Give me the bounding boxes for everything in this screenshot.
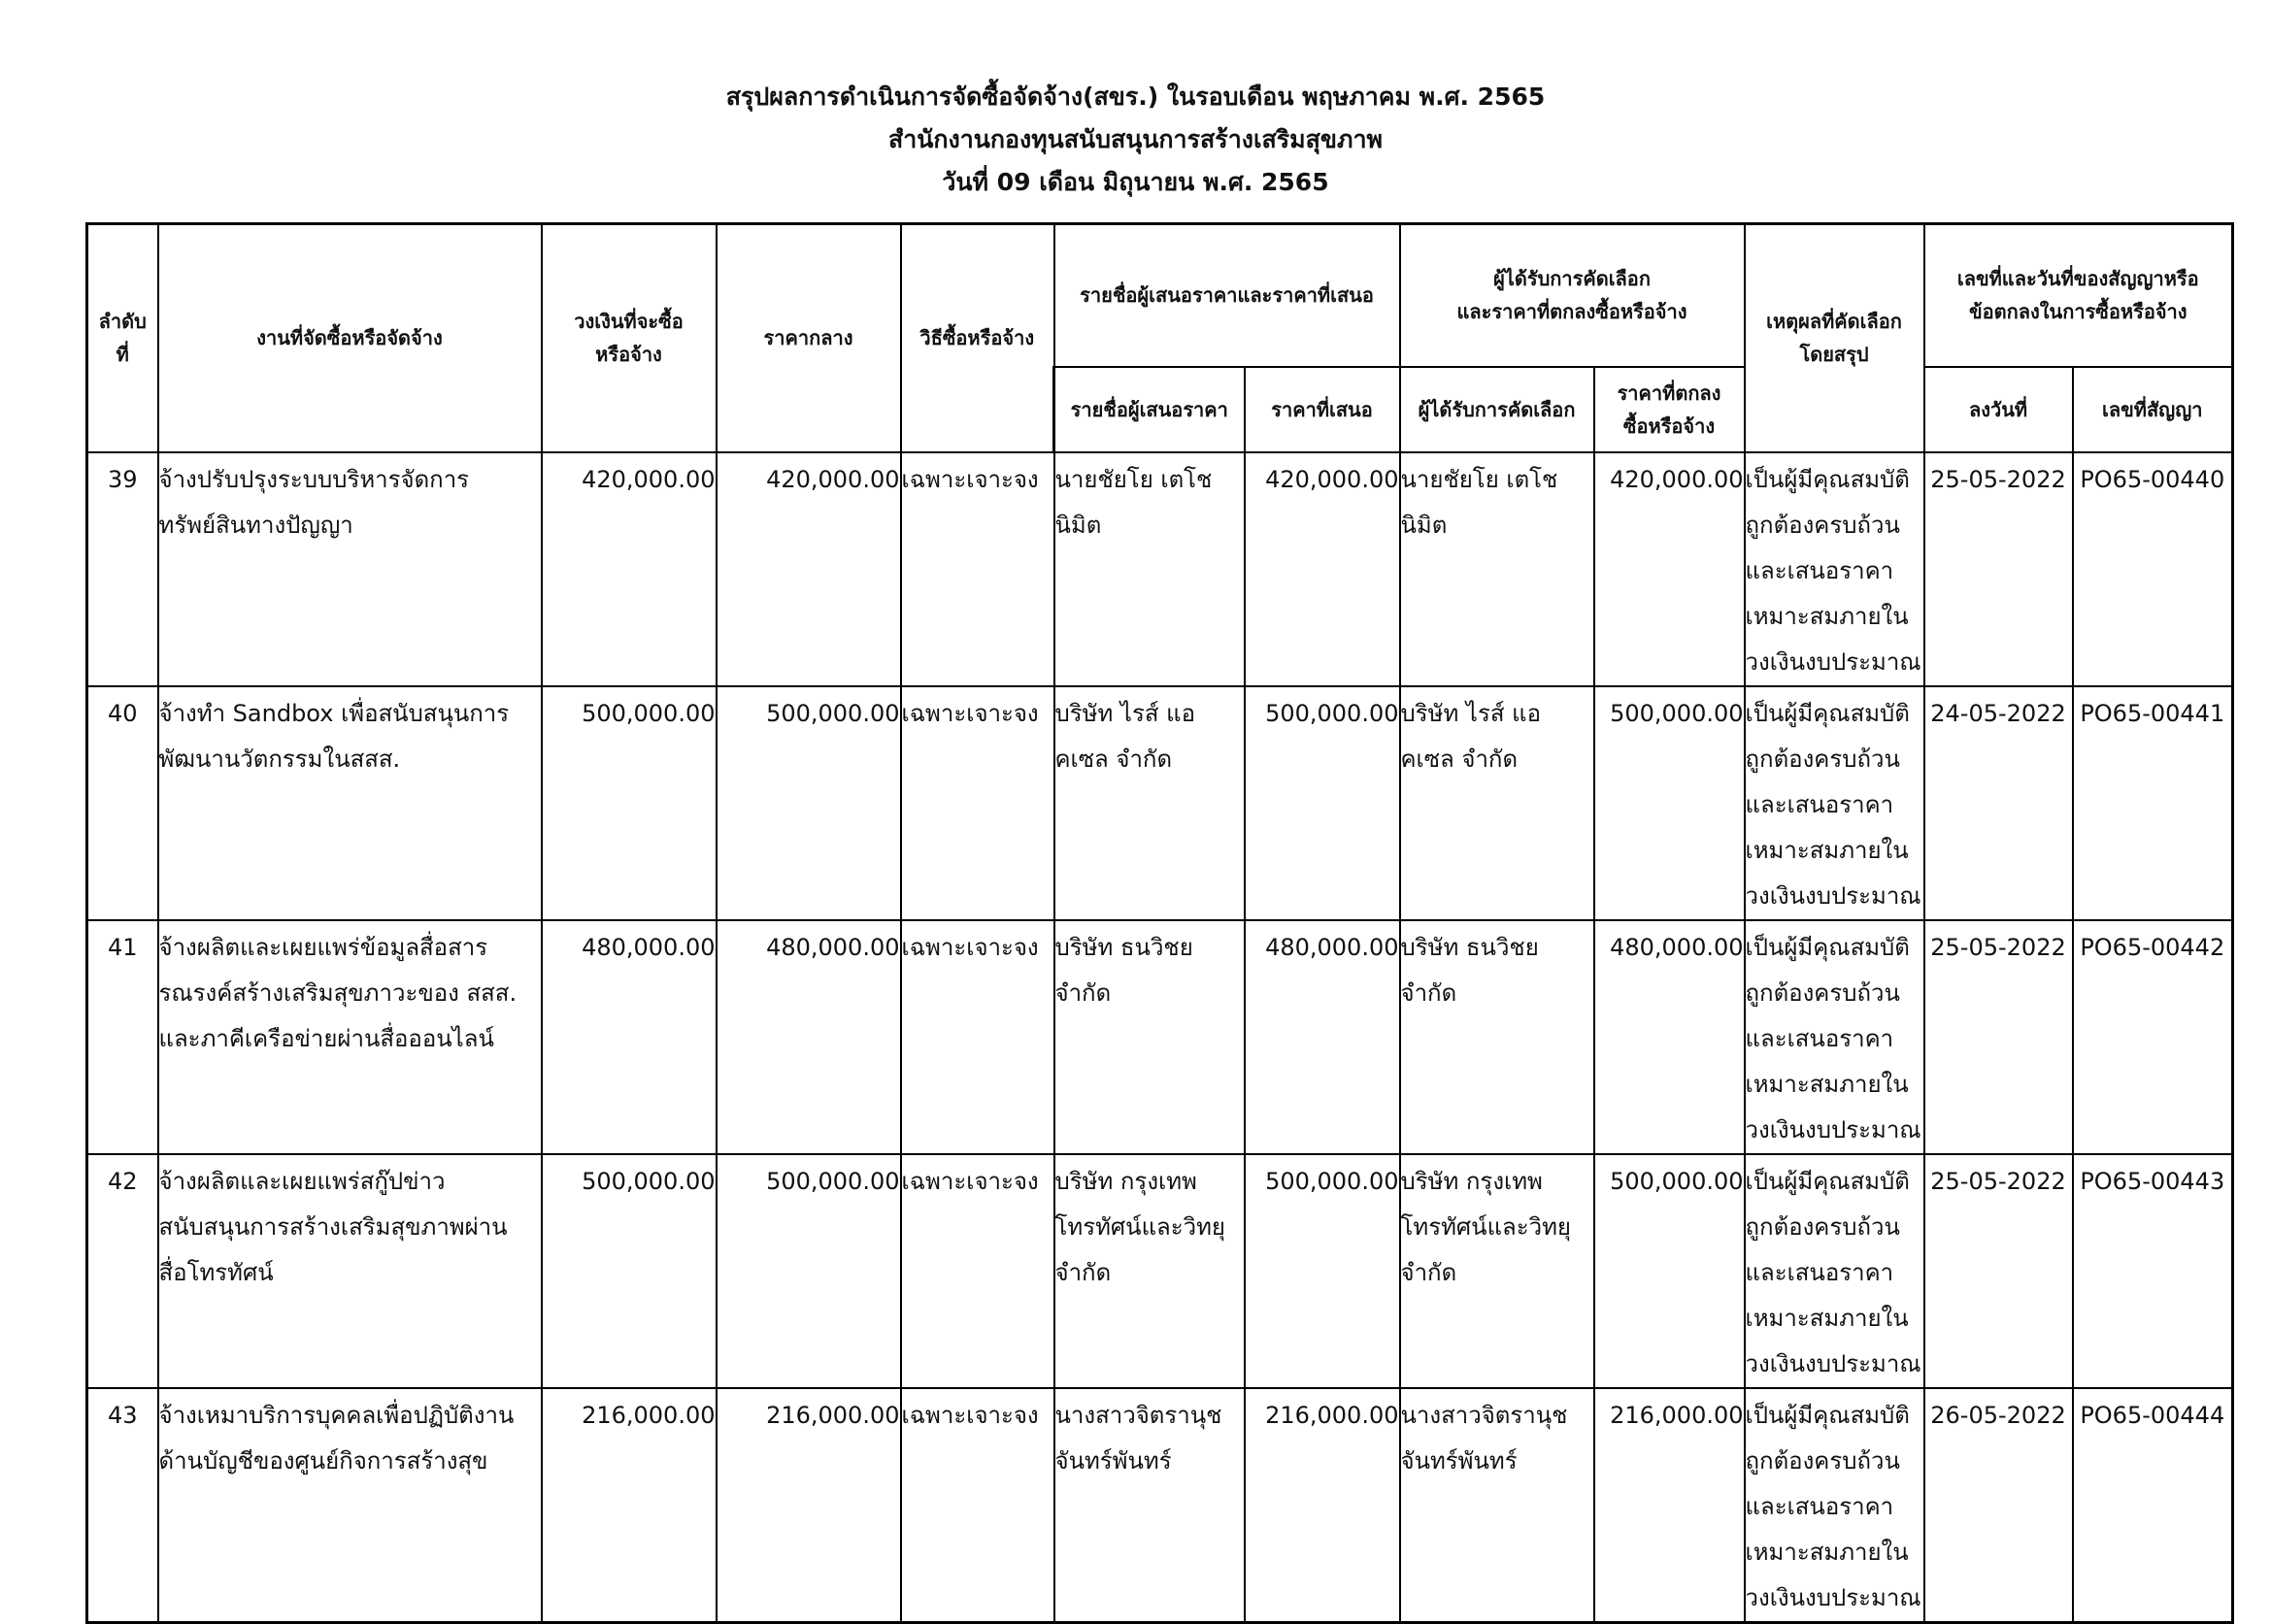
col-header-agreed-price: ราคาที่ตกลง ซื้อหรือจ้าง [1594,367,1745,452]
cell-work: จ้างปรับปรุงระบบบริหารจัดการ ทรัพย์สินทางปัญญา [158,452,542,686]
cell-work: จ้างผลิตและเผยแพร่สกู๊ปข่าว สนับสนุนการสร้างเสริมสุขภาพผ่าน สื่อโทรทัศน์ [158,1154,542,1388]
table-row [87,1388,2233,1623]
cell-seq: 39 [87,452,158,686]
cell-reason: เป็นผู้มีคุณสมบัติ ถูกต้องครบถ้วน และเสนอราคา เหมาะสมภายใน วงเงินงบประมาณ [1745,1388,1924,1623]
col-header-bidder-name: รายชื่อผู้เสนอราคา [1054,367,1245,452]
cell-agreed-price: 500,000.00 [1594,686,1745,920]
cell-method: เฉพาะเจาะจง [901,920,1054,1154]
procurement-table [85,222,2234,1624]
cell-work: จ้างเหมาบริการบุคคลเพื่อปฏิบัติงาน ด้านบัญชีของศูนย์กิจการสร้างสุข [158,1388,542,1623]
cell-agreed-price: 216,000.00 [1594,1388,1745,1623]
cell-seq: 40 [87,686,158,920]
cell-method: เฉพาะเจาะจง [901,452,1054,686]
cell-reason: เป็นผู้มีคุณสมบัติ ถูกต้องครบถ้วน และเสนอราคา เหมาะสมภายใน วงเงินงบประมาณ [1745,1154,1924,1388]
cell-budget: 500,000.00 [542,686,717,920]
cell-budget: 420,000.00 [542,452,717,686]
cell-bidder: บริษัท ธนวิชย จำกัด [1054,920,1245,1154]
cell-contract-date: 25-05-2022 [1924,452,2073,686]
col-header-work: งานที่จัดซื้อหรือจัดจ้าง [158,224,542,452]
cell-contract-no: PO65-00442 [2073,920,2233,1154]
table-row [87,920,2233,1154]
col-header-contract-group: เลขที่และวันที่ของสัญญาหรือ ข้อตกลงในการซื้อหรือจ้าง [1924,224,2233,367]
cell-bid-price: 420,000.00 [1245,452,1400,686]
report-title: สรุปผลการดำเนินการจัดซื้อจัดจ้าง(สขร.) ในรอบเดือน พฤษภาคม พ.ศ. 2565 [725,83,1546,111]
cell-seq: 42 [87,1154,158,1388]
cell-contract-no: PO65-00443 [2073,1154,2233,1388]
cell-budget: 216,000.00 [542,1388,717,1623]
cell-work: จ้างผลิตและเผยแพร่ข้อมูลสื่อสาร รณรงค์สร้างเสริมสุขภาวะของ สสส. และภาคีเครือข่ายผ่านสื่อออนไลน์ [158,920,542,1154]
col-header-method: วิธีซื้อหรือจ้าง [901,224,1054,452]
col-header-winner-group: ผู้ได้รับการคัดเลือก และราคาที่ตกลงซื้อหรือจ้าง [1400,224,1745,367]
col-header-bid-price: ราคาที่เสนอ [1245,367,1400,452]
cell-seq: 43 [87,1388,158,1623]
cell-bidder: นางสาวจิตรานุช จันทร์พันทร์ [1054,1388,1245,1623]
cell-median: 480,000.00 [717,920,901,1154]
table-row [87,686,2233,920]
cell-reason: เป็นผู้มีคุณสมบัติ ถูกต้องครบถ้วน และเสนอราคา เหมาะสมภายใน วงเงินงบประมาณ [1745,452,1924,686]
report-date: วันที่ 09 เดือน มิถุนายน พ.ศ. 2565 [942,168,1329,196]
cell-contract-no: PO65-00444 [2073,1388,2233,1623]
cell-median: 500,000.00 [717,686,901,920]
cell-reason: เป็นผู้มีคุณสมบัติ ถูกต้องครบถ้วน และเสนอราคา เหมาะสมภายใน วงเงินงบประมาณ [1745,686,1924,920]
cell-contract-date: 26-05-2022 [1924,1388,2073,1623]
cell-reason: เป็นผู้มีคุณสมบัติ ถูกต้องครบถ้วน และเสนอราคา เหมาะสมภายใน วงเงินงบประมาณ [1745,920,1924,1154]
col-header-bidders-group: รายชื่อผู้เสนอราคาและราคาที่เสนอ [1054,224,1400,367]
cell-bid-price: 500,000.00 [1245,1154,1400,1388]
table-row [87,452,2233,686]
cell-winner: นางสาวจิตรานุช จันทร์พันทร์ [1400,1388,1594,1623]
cell-agreed-price: 420,000.00 [1594,452,1745,686]
cell-bid-price: 500,000.00 [1245,686,1400,920]
cell-contract-no: PO65-00441 [2073,686,2233,920]
col-header-winner-name: ผู้ได้รับการคัดเลือก [1400,367,1594,452]
cell-budget: 500,000.00 [542,1154,717,1388]
cell-seq: 41 [87,920,158,1154]
cell-median: 500,000.00 [717,1154,901,1388]
col-header-reason: เหตุผลที่คัดเลือก โดยสรุป [1745,224,1924,452]
cell-winner: บริษัท ธนวิชย จำกัด [1400,920,1594,1154]
cell-bidder: นายชัยโย เตโช นิมิต [1054,452,1245,686]
organization-name: สำนักงานกองทุนสนับสนุนการสร้างเสริมสุขภาพ [887,125,1384,153]
col-header-median: ราคากลาง [717,224,901,452]
cell-method: เฉพาะเจาะจง [901,1154,1054,1388]
cell-method: เฉพาะเจาะจง [901,1388,1054,1623]
cell-method: เฉพาะเจาะจง [901,686,1054,920]
cell-work: จ้างทำ Sandbox เพื่อสนับสนุนการ พัฒนานวัตกรรมในสสส. [158,686,542,920]
cell-contract-date: 25-05-2022 [1924,1154,2073,1388]
cell-winner: บริษัท กรุงเทพ โทรทัศน์และวิทยุ จำกัด [1400,1154,1594,1388]
cell-bid-price: 216,000.00 [1245,1388,1400,1623]
cell-agreed-price: 500,000.00 [1594,1154,1745,1388]
cell-median: 420,000.00 [717,452,901,686]
col-header-contract-no: เลขที่สัญญา [2073,367,2233,452]
cell-winner: บริษัท ไรส์ แอ คเซล จำกัด [1400,686,1594,920]
col-header-seq: ลำดับ ที่ [87,224,158,452]
cell-contract-no: PO65-00440 [2073,452,2233,686]
cell-bid-price: 480,000.00 [1245,920,1400,1154]
table-row [87,1154,2233,1388]
cell-bidder: บริษัท กรุงเทพ โทรทัศน์และวิทยุ จำกัด [1054,1154,1245,1388]
cell-contract-date: 25-05-2022 [1924,920,2073,1154]
cell-contract-date: 24-05-2022 [1924,686,2073,920]
cell-median: 216,000.00 [717,1388,901,1623]
cell-bidder: บริษัท ไรส์ แอ คเซล จำกัด [1054,686,1245,920]
col-header-contract-date: ลงวันที่ [1924,367,2073,452]
cell-budget: 480,000.00 [542,920,717,1154]
cell-winner: นายชัยโย เตโช นิมิต [1400,452,1594,686]
document-header [0,76,2271,204]
col-header-budget: วงเงินที่จะซื้อ หรือจ้าง [542,224,717,452]
cell-agreed-price: 480,000.00 [1594,920,1745,1154]
